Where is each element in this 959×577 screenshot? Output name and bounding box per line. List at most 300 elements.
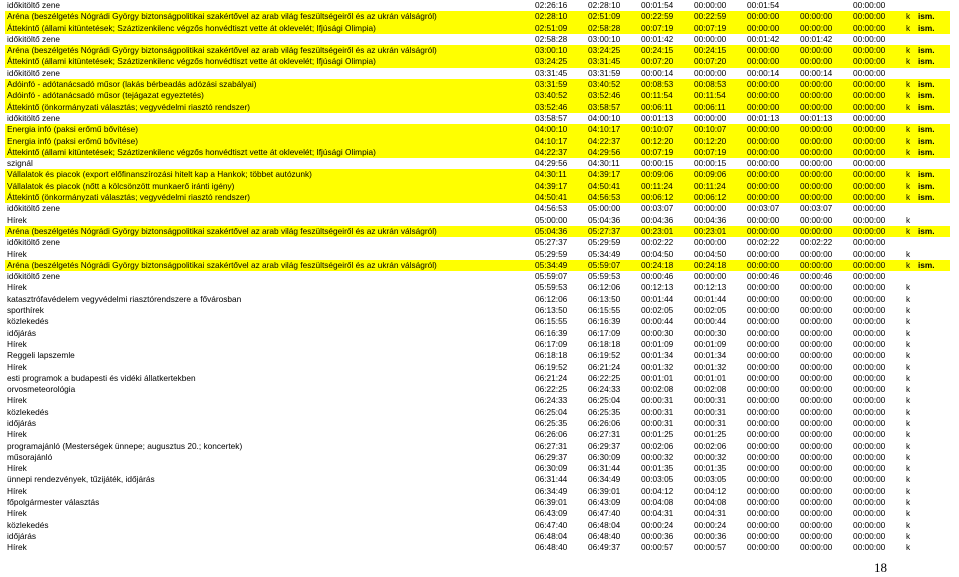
start-time: 03:24:25 (535, 56, 568, 67)
k-flag: k (906, 519, 911, 530)
start-time: 06:15:55 (535, 316, 568, 327)
k-flag: k (906, 497, 911, 508)
time-col-d: 00:00:00 (853, 451, 886, 462)
ism-flag: ism. (918, 225, 935, 236)
table-row (5, 271, 950, 282)
end-time: 06:22:25 (588, 372, 621, 383)
start-time: 05:59:07 (535, 271, 568, 282)
end-time: 04:22:37 (588, 135, 621, 146)
duration: 00:12:20 (641, 135, 674, 146)
time-col-a: 00:00:00 (694, 112, 727, 123)
end-time: 04:30:11 (588, 158, 620, 169)
time-col-d: 00:00:00 (853, 33, 886, 44)
k-flag: k (906, 440, 911, 451)
k-flag: k (906, 124, 911, 135)
k-flag: k (906, 79, 911, 90)
table-row (5, 147, 950, 158)
end-time: 06:39:01 (588, 485, 621, 496)
time-col-b: 00:00:00 (747, 282, 780, 293)
duration: 00:01:34 (641, 350, 674, 361)
time-col-c: 00:00:00 (800, 158, 833, 169)
program-title: Adóinfó - adótanácsadó műsor (lakás bérbeadás adózási szabályai) (7, 79, 257, 90)
duration: 00:12:13 (641, 282, 674, 293)
time-col-d: 00:00:00 (853, 542, 886, 553)
duration: 00:10:07 (641, 124, 674, 135)
start-time: 03:58:57 (535, 112, 568, 123)
time-col-b: 00:00:00 (747, 451, 780, 462)
time-col-a: 00:02:05 (694, 305, 727, 316)
end-time: 05:27:37 (588, 225, 621, 236)
table-row (5, 452, 950, 463)
time-col-b: 00:00:00 (747, 417, 780, 428)
time-col-d: 00:00:00 (853, 463, 886, 474)
end-time: 06:49:37 (588, 542, 621, 553)
program-title: Reggeli lapszemle (7, 350, 75, 361)
program-title: programajánló (Mesterségek ünnepe; augusztus 20.; koncertek) (7, 440, 243, 451)
time-col-b: 00:00:00 (747, 225, 780, 236)
end-time: 04:29:56 (588, 146, 621, 157)
k-flag: k (906, 248, 911, 259)
time-col-d: 00:00:00 (853, 203, 886, 214)
time-col-d: 00:00:00 (853, 372, 886, 383)
start-time: 06:22:25 (535, 384, 568, 395)
time-col-d: 00:00:00 (853, 22, 886, 33)
end-time: 06:31:44 (588, 463, 621, 474)
ism-flag (918, 429, 944, 440)
start-time: 06:29:37 (535, 451, 568, 462)
end-time: 06:29:37 (588, 440, 621, 451)
time-col-c: 00:00:00 (800, 361, 833, 372)
program-title: katasztrófavédelem vegyvédelmi riasztórendszere a fővárosban (7, 293, 242, 304)
table-row (5, 520, 950, 531)
duration: 00:02:08 (641, 384, 674, 395)
program-title: Aréna (beszélgetés Nógrádi György biztonságpolitikai szakértővel az arab világ feszültségeiről és az ukrán válságról) (7, 259, 437, 270)
broadcast-log-table (5, 0, 950, 554)
table-row (5, 226, 950, 237)
start-time: 04:50:41 (535, 192, 568, 203)
time-col-d: 00:00:00 (853, 429, 886, 440)
k-flag (906, 34, 918, 45)
time-col-d: 00:00:00 (853, 417, 886, 428)
time-col-c: 00:00:00 (800, 497, 833, 508)
time-col-b: 00:03:07 (747, 203, 780, 214)
time-col-a: 00:00:30 (694, 327, 727, 338)
ism-flag: ism. (918, 124, 935, 135)
time-col-a: 00:03:05 (694, 474, 727, 485)
time-col-c: 00:00:46 (800, 271, 833, 282)
k-flag: k (906, 327, 911, 338)
time-col-b: 00:00:00 (747, 361, 780, 372)
program-title: időkitöltő zene (7, 237, 61, 248)
time-col-d: 00:00:00 (853, 508, 886, 519)
time-col-c: 00:01:13 (800, 112, 833, 123)
start-time: 06:26:06 (535, 429, 568, 440)
end-time: 03:00:10 (588, 33, 621, 44)
program-title: Hírek (7, 361, 27, 372)
table-row (5, 90, 950, 101)
ism-flag (918, 373, 944, 384)
time-col-c: 00:00:00 (800, 135, 833, 146)
time-col-b: 00:01:42 (747, 33, 780, 44)
end-time: 05:04:36 (588, 214, 621, 225)
time-col-c: 00:00:00 (800, 395, 833, 406)
duration: 00:04:12 (641, 485, 674, 496)
time-col-c: 00:00:00 (800, 372, 833, 383)
time-col-c: 00:00:00 (800, 350, 833, 361)
time-col-b: 00:00:00 (747, 542, 780, 553)
start-time: 05:59:53 (535, 282, 568, 293)
end-time: 04:56:53 (588, 192, 621, 203)
ism-flag (918, 441, 944, 452)
duration: 00:00:46 (641, 271, 674, 282)
time-col-a: 00:22:59 (694, 11, 727, 22)
start-time: 06:17:09 (535, 338, 568, 349)
end-time: 06:25:04 (588, 395, 621, 406)
table-row (5, 418, 950, 429)
time-col-b: 00:00:00 (747, 372, 780, 383)
time-col-d: 00:00:00 (853, 124, 886, 135)
program-title: időkitöltő zene (7, 0, 61, 10)
time-col-c: 00:00:00 (800, 508, 833, 519)
program-title: Hírek (7, 429, 27, 440)
table-row (5, 339, 950, 350)
time-col-a: 00:01:44 (694, 293, 727, 304)
k-flag (906, 203, 918, 214)
program-title: Hírek (7, 542, 27, 553)
duration: 00:04:50 (641, 248, 674, 259)
ism-flag: ism. (918, 79, 935, 90)
start-time: 06:30:09 (535, 463, 568, 474)
start-time: 05:29:59 (535, 248, 568, 259)
duration: 00:00:31 (641, 406, 674, 417)
time-col-d: 00:00:00 (853, 11, 886, 22)
time-col-a: 00:04:31 (694, 508, 727, 519)
start-time: 06:34:49 (535, 485, 568, 496)
duration: 00:00:32 (641, 451, 674, 462)
ism-flag (918, 508, 944, 519)
k-flag: k (906, 372, 911, 383)
ism-flag (918, 328, 944, 339)
time-col-b: 00:00:00 (747, 101, 780, 112)
time-col-a: 00:07:20 (694, 56, 727, 67)
time-col-c: 00:00:00 (800, 485, 833, 496)
program-title: időkitöltő zene (7, 33, 61, 44)
time-col-b: 00:00:00 (747, 384, 780, 395)
ism-flag (918, 350, 944, 361)
time-col-b: 00:00:00 (747, 259, 780, 270)
time-col-d: 00:00:00 (853, 101, 886, 112)
duration: 00:08:53 (641, 79, 674, 90)
duration: 00:01:54 (641, 0, 674, 10)
time-col-d: 00:00:00 (853, 56, 886, 67)
time-col-a: 00:08:53 (694, 79, 727, 90)
start-time: 06:25:04 (535, 406, 568, 417)
time-col-b: 00:00:00 (747, 463, 780, 474)
end-time: 04:50:41 (588, 180, 621, 191)
program-title: Energia infó (paksi erőmű bővítése) (7, 135, 138, 146)
ism-flag (918, 215, 944, 226)
time-col-c: 00:00:00 (800, 305, 833, 316)
end-time: 04:00:10 (588, 112, 621, 123)
time-col-c: 00:00:00 (800, 530, 833, 541)
duration: 00:01:13 (641, 112, 674, 123)
table-row (5, 531, 950, 542)
ism-flag (918, 249, 944, 260)
ism-flag: ism. (918, 259, 935, 270)
program-title: orvosmeteorológia (7, 384, 76, 395)
time-col-a: 00:00:24 (694, 519, 727, 530)
time-col-a: 00:12:20 (694, 135, 727, 146)
time-col-d: 00:00:00 (853, 485, 886, 496)
time-col-b: 00:00:00 (747, 214, 780, 225)
time-col-a: 00:00:32 (694, 451, 727, 462)
end-time: 06:19:52 (588, 350, 621, 361)
k-flag: k (906, 135, 911, 146)
k-flag: k (906, 395, 911, 406)
k-flag: k (906, 259, 911, 270)
time-col-d: 00:00:00 (853, 259, 886, 270)
program-title: Aréna (beszélgetés Nógrádi György biztonságpolitikai szakértővel az arab világ feszültségeiről és az ukrán válságról) (7, 11, 437, 22)
time-col-c: 00:02:22 (800, 237, 833, 248)
start-time: 04:39:17 (535, 180, 568, 191)
time-col-a: 00:04:12 (694, 485, 727, 496)
time-col-d: 00:00:00 (853, 440, 886, 451)
end-time: 05:59:07 (588, 259, 621, 270)
table-row (5, 45, 950, 56)
ism-flag: ism. (918, 135, 935, 146)
k-flag: k (906, 293, 911, 304)
time-col-c: 00:00:00 (800, 384, 833, 395)
ism-flag (918, 486, 944, 497)
ism-flag: ism. (918, 180, 935, 191)
end-time: 06:48:04 (588, 519, 621, 530)
program-title: Hírek (7, 214, 27, 225)
program-title: ünnepi rendezvények, tűzijáték, időjárás (7, 474, 155, 485)
table-row (5, 328, 950, 339)
table-row (5, 486, 950, 497)
time-col-b: 00:00:00 (747, 497, 780, 508)
k-flag: k (906, 474, 911, 485)
time-col-c: 00:00:14 (800, 67, 833, 78)
page-number: 18 (874, 560, 887, 575)
time-col-d: 00:00:00 (853, 0, 886, 10)
time-col-c: 00:00:00 (800, 101, 833, 112)
time-col-a: 00:09:06 (694, 169, 727, 180)
time-col-a: 00:23:01 (694, 225, 727, 236)
table-row (5, 497, 950, 508)
duration: 00:01:32 (641, 361, 674, 372)
table-row (5, 23, 950, 34)
ism-flag (918, 463, 944, 474)
k-flag (906, 271, 918, 282)
k-flag: k (906, 169, 911, 180)
program-title: Áttekintő (önkormányzati választás; vegyvédelmi riasztó rendszer) (7, 101, 251, 112)
time-col-a: 00:00:00 (694, 67, 727, 78)
ism-flag (918, 452, 944, 463)
time-col-d: 00:00:00 (853, 237, 886, 248)
program-title: közlekedés (7, 316, 49, 327)
end-time: 06:25:35 (588, 406, 621, 417)
start-time: 06:16:39 (535, 327, 568, 338)
program-title: Áttekintő (állami kitüntetések; Száztizenkilenc végzős honvédtiszt vette át oklevelét; Ifjúsági Olimpia) (7, 22, 376, 33)
time-col-a: 00:00:00 (694, 203, 727, 214)
time-col-c: 00:00:00 (800, 542, 833, 553)
end-time: 06:21:24 (588, 361, 621, 372)
end-time: 06:30:09 (588, 451, 621, 462)
table-row (5, 362, 950, 373)
time-col-a: 00:00:44 (694, 316, 727, 327)
duration: 00:01:42 (641, 33, 674, 44)
end-time: 03:31:45 (588, 56, 621, 67)
ism-flag: ism. (918, 169, 935, 180)
duration: 00:00:57 (641, 542, 674, 553)
program-title: időkitöltő zene (7, 203, 61, 214)
time-col-a: 00:00:15 (694, 158, 727, 169)
start-time: 02:51:09 (535, 22, 568, 33)
k-flag: k (906, 417, 911, 428)
time-col-c: 00:00:00 (800, 214, 833, 225)
start-time: 03:40:52 (535, 90, 568, 101)
time-col-c: 00:00:00 (800, 293, 833, 304)
program-title: szignál (7, 158, 33, 169)
end-time: 06:24:33 (588, 384, 621, 395)
duration: 00:01:09 (641, 338, 674, 349)
time-col-d: 00:00:00 (853, 282, 886, 293)
duration: 00:07:19 (641, 146, 674, 157)
end-time: 06:16:39 (588, 316, 621, 327)
duration: 00:09:06 (641, 169, 674, 180)
ism-flag (918, 34, 944, 45)
k-flag: k (906, 90, 911, 101)
k-flag: k (906, 101, 911, 112)
time-col-d: 00:00:00 (853, 271, 886, 282)
time-col-a: 00:00:31 (694, 395, 727, 406)
time-col-c (800, 0, 853, 11)
ism-flag (918, 316, 944, 327)
time-col-d: 00:00:00 (853, 79, 886, 90)
k-flag: k (906, 282, 911, 293)
k-flag: k (906, 305, 911, 316)
end-time: 06:13:50 (588, 293, 621, 304)
time-col-c: 00:00:00 (800, 22, 833, 33)
end-time: 02:51:09 (588, 11, 621, 22)
program-title: Vállalatok és piacok (nőtt a kölcsönzött munkaerő iránti igény) (7, 180, 235, 191)
table-row (5, 169, 950, 180)
program-title: Áttekintő (önkormányzati választás; vegyvédelmi riasztó rendszer) (7, 192, 251, 203)
ism-flag (918, 384, 944, 395)
table-row (5, 508, 950, 519)
ism-flag (918, 339, 944, 350)
time-col-d: 00:00:00 (853, 395, 886, 406)
time-col-b: 00:00:00 (747, 192, 780, 203)
table-row (5, 429, 950, 440)
time-col-b: 00:02:22 (747, 237, 780, 248)
table-row (5, 113, 950, 124)
table-row (5, 373, 950, 384)
table-row (5, 124, 950, 135)
program-title: Hírek (7, 508, 27, 519)
time-col-b: 00:00:00 (747, 338, 780, 349)
duration: 00:01:25 (641, 429, 674, 440)
k-flag: k (906, 11, 911, 22)
time-col-b: 00:00:00 (747, 22, 780, 33)
time-col-a: 00:00:00 (694, 271, 727, 282)
end-time: 02:28:10 (588, 0, 621, 10)
end-time: 03:40:52 (588, 79, 621, 90)
ism-flag: ism. (918, 22, 935, 33)
time-col-b: 00:00:00 (747, 327, 780, 338)
program-title: Hírek (7, 338, 27, 349)
k-flag: k (906, 225, 911, 236)
time-col-a: 00:01:34 (694, 350, 727, 361)
time-col-d: 00:00:00 (853, 248, 886, 259)
time-col-c: 00:00:00 (800, 282, 833, 293)
table-row (5, 11, 950, 22)
ism-flag (918, 158, 944, 169)
time-col-a: 00:11:24 (694, 180, 726, 191)
ism-flag (918, 305, 944, 316)
table-row (5, 34, 950, 45)
start-time: 06:27:31 (535, 440, 568, 451)
program-title: Adóinfó - adótanácsadó műsor (tejágazat egyeztetés) (7, 90, 204, 101)
time-col-a: 00:00:00 (694, 0, 727, 10)
duration: 00:00:44 (641, 316, 674, 327)
k-flag (906, 237, 918, 248)
duration: 00:02:06 (641, 440, 674, 451)
table-row (5, 384, 950, 395)
k-flag: k (906, 429, 911, 440)
duration: 00:07:19 (641, 22, 674, 33)
time-col-b: 00:00:00 (747, 429, 780, 440)
time-col-b: 00:00:00 (747, 406, 780, 417)
ism-flag (918, 362, 944, 373)
k-flag: k (906, 451, 911, 462)
start-time: 04:00:10 (535, 124, 568, 135)
time-col-c: 00:00:00 (800, 519, 833, 530)
k-flag: k (906, 350, 911, 361)
table-row (5, 294, 950, 305)
program-title: Aréna (beszélgetés Nógrádi György biztonságpolitikai szakértővel az arab világ feszültségeiről és az ukrán válságról) (7, 45, 437, 56)
time-col-d: 00:00:00 (853, 67, 886, 78)
time-col-c: 00:00:00 (800, 463, 833, 474)
ism-flag (918, 520, 944, 531)
duration: 00:00:14 (641, 67, 674, 78)
time-col-c: 00:00:00 (800, 169, 833, 180)
duration: 00:04:08 (641, 497, 674, 508)
program-title: időkitöltő zene (7, 112, 61, 123)
table-row (5, 158, 950, 169)
duration: 00:06:11 (641, 101, 673, 112)
k-flag (906, 158, 918, 169)
time-col-a: 00:04:50 (694, 248, 727, 259)
k-flag (906, 0, 918, 11)
table-row (5, 68, 950, 79)
duration: 00:11:54 (641, 90, 673, 101)
start-time: 06:47:40 (535, 519, 568, 530)
table-row (5, 249, 950, 260)
table-row (5, 181, 950, 192)
k-flag: k (906, 384, 911, 395)
start-time: 05:27:37 (535, 237, 568, 248)
time-col-b: 00:00:46 (747, 271, 780, 282)
k-flag: k (906, 45, 911, 56)
end-time: 05:00:00 (588, 203, 621, 214)
time-col-d: 00:00:00 (853, 406, 886, 417)
time-col-d: 00:00:00 (853, 135, 886, 146)
time-col-a: 00:00:57 (694, 542, 727, 553)
end-time: 05:29:59 (588, 237, 621, 248)
start-time: 06:21:24 (535, 372, 568, 383)
